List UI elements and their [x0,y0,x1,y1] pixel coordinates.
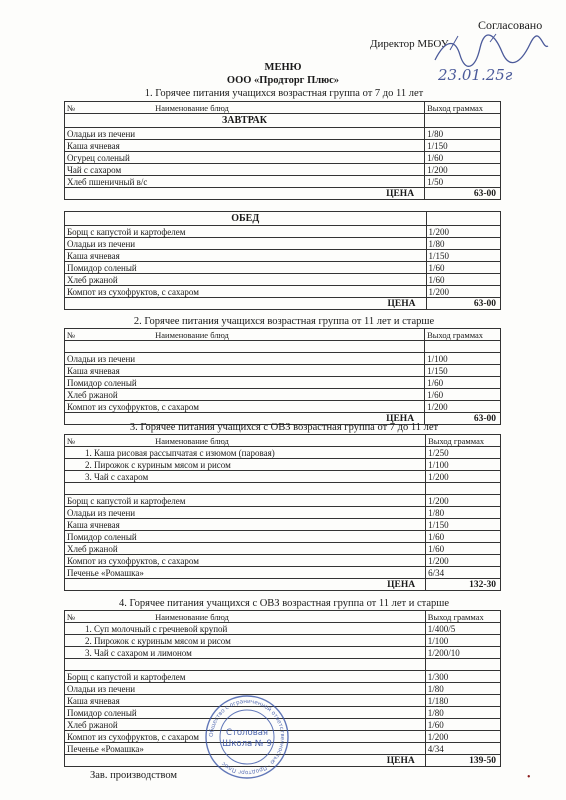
table-row: Хлеб пшеничный в/с 1/50 [65,176,501,188]
table-row: Помидор соленый 1/60 [65,531,501,543]
table-row: Компот из сухофруктов, с сахаром 1/200 [65,555,501,567]
col-output: Выход граммах [425,611,500,623]
col-num: № [67,611,76,622]
col-output: Выход граммах [426,435,501,447]
table-row: 2. Пирожок с куриным мясом и рисом 1/100 [65,459,501,471]
section-heading: 2. Горячее питания учащихся возрастная группа от 11 лет и старше [133,316,435,327]
menu-title: МЕНЮ [264,62,302,73]
col-num: № [67,435,76,446]
table-row: Оладьи из печени 1/80 [65,683,501,695]
table-row: Оладьи из печени 1/80 [65,238,501,250]
table-row: Каша ячневая 1/150 [65,519,501,531]
table-row: Каша ячневая 1/150 [65,250,501,262]
meal-label: ЗАВТРАК [65,114,425,128]
price-row: ЦЕНА 63-00 [65,188,501,200]
table-row: Борщ с капустой и картофелем 1/200 [65,495,501,507]
organization-stamp [204,694,290,780]
menu-table-3 [64,434,501,591]
table-row: Оладьи из печени 1/100 [65,353,501,365]
director-label: Директор МБОУ [370,38,449,50]
table-row: Хлеб ржаной 1/60 [65,719,501,731]
footer-signature-label: Зав. производством [90,770,178,781]
table-row: Каша ячневая 1/150 [65,140,501,152]
section-heading: 3. Горячее питания учащихся с ОВЗ возрастная группа от 7 до 11 лет [129,422,439,433]
svg-text:Столовая: Столовая [225,728,269,738]
ink-mark: • [527,772,531,783]
col-output: Выход граммах [425,102,501,114]
col-output: Выход граммах [425,329,501,341]
table-row: Оладьи из печени 1/80 [65,507,501,519]
price-row: ЦЕНА 132-30 [65,579,501,591]
table-row: Помидор соленый 1/60 [65,262,501,274]
table-row: Помидор соленый 1/60 [65,377,501,389]
col-num: № [67,102,76,113]
table-row: Хлеб ржаной 1/60 [65,543,501,555]
table-row: Печенье «Ромашка» 6/34 [65,567,501,579]
table-row: Компот из сухофруктов, с сахаром 1/200 [65,286,501,298]
price-row: ЦЕНА 139-50 [65,755,501,767]
table-row: Хлеб ржаной 1/60 [65,274,501,286]
svg-text:Школа № 9: Школа № 9 [222,739,272,749]
table-row: Каша ячневая 1/180 [65,695,501,707]
company-name: ООО «Продторг Плюс» [226,75,340,86]
table-row: 3. Чай с сахаром 1/200 [65,471,501,483]
price-row: ЦЕНА 63-00 [65,413,501,425]
table-row: 1. Каша рисовая рассыпчатая с изюмом (паровая) 1/250 [65,447,501,459]
menu-table-1-lunch [64,211,501,310]
approval-label: Согласовано [478,18,543,32]
table-row: Помидор соленый 1/80 [65,707,501,719]
table-row: Чай с сахаром 1/200 [65,164,501,176]
col-num: № [67,329,76,340]
table-row: Компот из сухофруктов, с сахаром 1/200 [65,401,501,413]
section-heading: 1. Горячее питания учащихся возрастная группа от 7 до 11 лет [144,88,424,99]
meal-label: ОБЕД [65,212,427,226]
table-row: Борщ с капустой и картофелем 1/200 [65,226,501,238]
col-name: Наименование блюд [155,329,229,340]
svg-text:Общество с ограниченной ответс: Общество с ограниченной ответственностью · Продторг Плюс [208,698,286,776]
menu-table-2 [64,328,501,425]
table-row: Оладьи из печени 1/80 [65,128,501,140]
table-row: 1. Суп молочный с гречневой крупой 1/400/5 [65,623,501,635]
col-name: Наименование блюд [155,102,229,113]
table-row: Огурец соленый 1/60 [65,152,501,164]
table-row: Компот из сухофруктов, с сахаром 1/200 [65,731,501,743]
approval-date: 23.01.25г [438,66,513,84]
table-row: Борщ с капустой и картофелем 1/300 [65,671,501,683]
section-heading: 4. Горячее питания учащихся с ОВЗ возрастная группа от 11 лет и старше [118,598,450,609]
col-name: Наименование блюд [155,611,229,622]
table-row: Хлеб ржаной 1/60 [65,389,501,401]
table-row: 2. Пирожок с куриным мясом и рисом 1/100 [65,635,501,647]
table-row: 3. Чай с сахаром и лимоном 1/200/10 [65,647,501,659]
table-row: Каша ячневая 1/150 [65,365,501,377]
col-name: Наименование блюд [155,435,229,446]
table-row: Печенье «Ромашка» 4/34 [65,743,501,755]
menu-table-1 [64,101,501,200]
price-row: ЦЕНА 63-00 [65,298,501,310]
